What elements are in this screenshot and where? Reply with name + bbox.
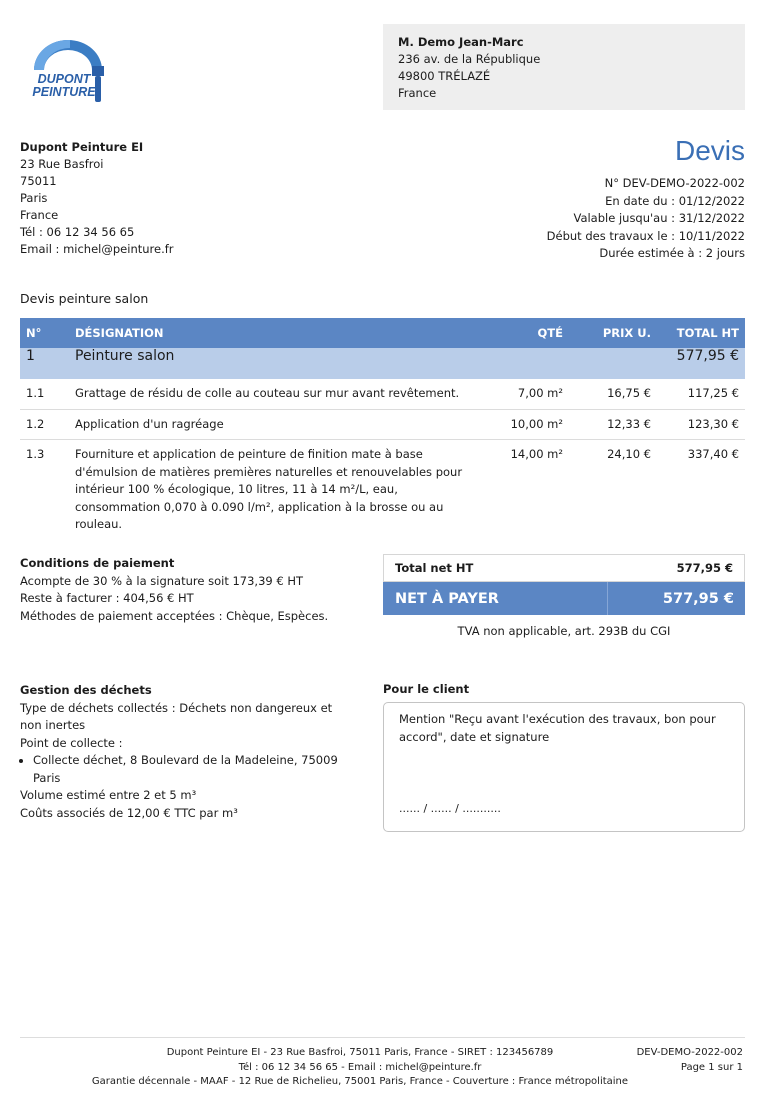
footer-company-info xyxy=(60,1046,660,1090)
company-logo xyxy=(30,36,108,104)
document-meta xyxy=(547,175,745,263)
company-info xyxy=(20,139,174,258)
logo-line2: PEINTURE xyxy=(32,85,96,99)
client-address1: 236 av. de la République xyxy=(398,52,541,66)
tva-note: TVA non applicable, art. 293B du CGI xyxy=(457,624,671,638)
payment-methods: Méthodes de paiement acceptées : Chèque, Espèces. xyxy=(20,608,329,623)
items-table xyxy=(20,318,745,540)
footer-line3: Garantie décennale - MAAF - 12 Rue de Richelieu, 75001 Paris, France - Couverture : France métropolitaine xyxy=(91,1076,629,1087)
client-name: M. Demo Jean-Marc xyxy=(398,35,524,49)
row-designation: Grattage de résidu de colle au couteau sur mur avant revêtement. xyxy=(69,379,477,409)
table-header-row xyxy=(20,318,745,348)
row-unit-price: 24,10 € xyxy=(607,447,651,461)
header-designation: DÉSIGNATION xyxy=(69,318,477,348)
footer-doc-info xyxy=(637,1046,743,1075)
payment-conditions xyxy=(20,555,328,625)
waste-types: Type de déchets collectés : Déchets non dangereux et non inertes xyxy=(20,700,333,732)
footer-page: Page 1 sur 1 xyxy=(680,1061,743,1073)
table-row xyxy=(20,409,745,440)
row-qty: 14,00 m² xyxy=(510,447,563,461)
table-row xyxy=(20,379,745,409)
company-country: France xyxy=(20,208,59,222)
table-row xyxy=(20,440,745,540)
footer-line2: Tél : 06 12 34 56 65 - Email : michel@peinture.fr xyxy=(238,1061,482,1073)
company-email[interactable]: Email : michel@peinture.fr xyxy=(20,242,174,256)
company-city: Paris xyxy=(20,191,48,205)
header-total: TOTAL HT xyxy=(657,318,745,348)
waste-volume: Volume estimé entre 2 et 5 m³ xyxy=(20,788,197,802)
waste-point-label: Point de collecte : xyxy=(20,735,123,750)
waste-heading: Gestion des déchets xyxy=(20,683,152,697)
client-country: France xyxy=(398,86,437,100)
payment-remaining: Reste à facturer : 404,56 € HT xyxy=(20,591,194,605)
row-designation: Fourniture et application de peinture de finition mate à base d'émulsion de matières premières naturelles et renouvelables pour intérieur 100 % écologique, 10 litres, 11 à 14 m²/L, eau, consommation 0,070 à 0.090 l/m², application à la brosse ou au rouleau. xyxy=(75,447,463,531)
client-signature-section xyxy=(383,682,745,832)
client-address2: 49800 TRÉLAZÉ xyxy=(398,69,491,83)
totals-box xyxy=(383,554,745,615)
paint-brush-logo-icon xyxy=(30,36,108,104)
footer-line1: Dupont Peinture EI - 23 Rue Basfroi, 75011 Paris, France - SIRET : 123456789 xyxy=(166,1047,554,1058)
signature-mention: Mention "Reçu avant l'exécution des travaux, bon pour accord", date et signature xyxy=(399,712,716,744)
company-street: 23 Rue Basfroi xyxy=(20,157,104,171)
company-zip: 75011 xyxy=(20,174,57,188)
company-name: Dupont Peinture EI xyxy=(20,140,144,154)
row-num: 1.2 xyxy=(20,409,69,440)
row-unit-price: 12,33 € xyxy=(569,409,657,440)
signature-date-placeholder: ...... / ...... / ........... xyxy=(399,801,501,815)
document-number: N° DEV-DEMO-2022-002 xyxy=(604,176,745,190)
waste-cost: Coûts associés de 12,00 € TTC par m³ xyxy=(20,805,238,820)
row-qty: 10,00 m² xyxy=(477,409,569,440)
header-qty: QTÉ xyxy=(477,318,569,348)
row-num: 1.3 xyxy=(26,447,45,461)
company-phone: Tél : 06 12 34 56 65 xyxy=(20,225,135,239)
section-total: 577,95 € xyxy=(657,348,745,379)
header-num: N° xyxy=(20,318,69,348)
payment-heading: Conditions de paiement xyxy=(20,556,175,570)
document-date: En date du : 01/12/2022 xyxy=(605,193,745,208)
row-num: 1.1 xyxy=(20,379,69,409)
waste-management xyxy=(20,682,350,822)
logo-line1: DUPONT xyxy=(37,72,91,86)
row-total: 337,40 € xyxy=(687,447,739,461)
section-label: Peinture salon xyxy=(69,348,657,379)
total-net-label: Total net HT xyxy=(395,561,474,575)
footer-doc-ref: DEV-DEMO-2022-002 xyxy=(636,1047,743,1058)
header-unit-price: PRIX U. xyxy=(569,318,657,348)
document-valid-until: Valable jusqu'au : 31/12/2022 xyxy=(573,211,745,225)
client-sign-heading: Pour le client xyxy=(383,682,470,696)
document-subject: Devis peinture salon xyxy=(20,291,149,306)
total-net-row xyxy=(383,554,745,582)
row-total: 117,25 € xyxy=(657,379,745,409)
row-designation: Application d'un ragréage xyxy=(69,409,477,440)
document-duration: Durée estimée à : 2 jours xyxy=(599,246,745,260)
document-start-date: Début des travaux le : 10/11/2022 xyxy=(546,228,745,243)
net-to-pay-label: NET À PAYER xyxy=(383,582,608,615)
net-to-pay-row xyxy=(383,582,745,615)
section-row xyxy=(20,348,745,379)
payment-deposit: Acompte de 30 % à la signature soit 173,39 € HT xyxy=(20,573,304,588)
total-net-value: 577,95 € xyxy=(676,561,733,575)
section-num: 1 xyxy=(20,348,69,379)
list-item: • Collecte déchet, 8 Boulevard de la Madeleine, 75009 Paris xyxy=(33,752,350,787)
client-address-box xyxy=(383,24,745,110)
row-total: 123,30 € xyxy=(657,409,745,440)
row-qty: 7,00 m² xyxy=(477,379,569,409)
row-unit-price: 16,75 € xyxy=(569,379,657,409)
document-title: Devis xyxy=(674,135,745,166)
footer-divider xyxy=(20,1037,745,1038)
signature-box[interactable] xyxy=(383,702,745,832)
waste-point-list xyxy=(20,752,350,787)
net-to-pay-value: 577,95 € xyxy=(662,590,734,607)
